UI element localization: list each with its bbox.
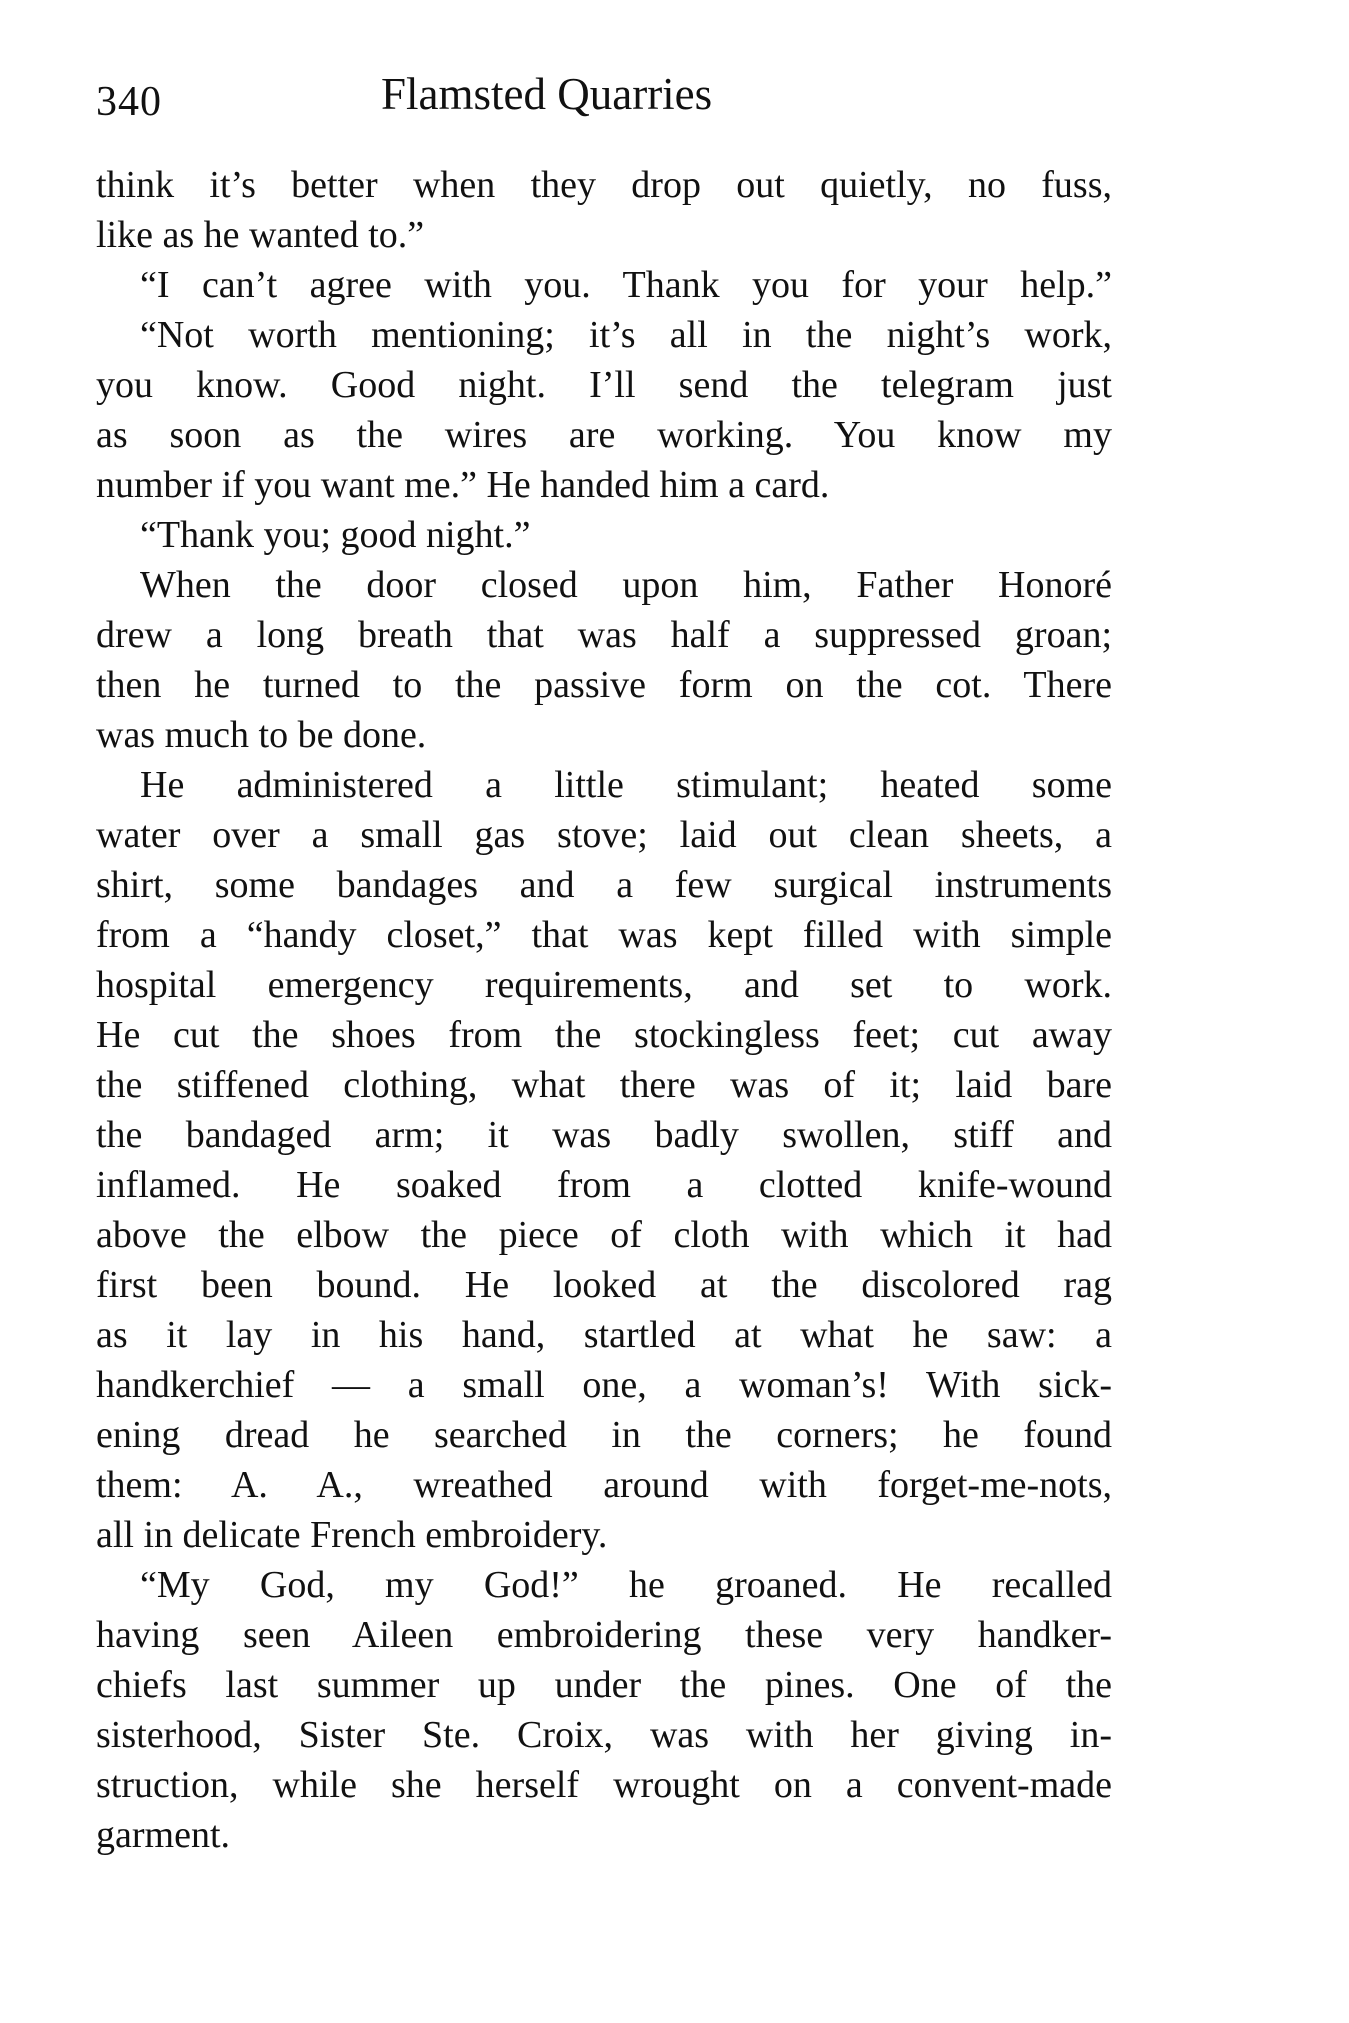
text-line: from a “handy closet,” that was kept filled with simple xyxy=(96,914,1112,956)
text-line: hospital emergency requirements, and set to work. xyxy=(96,964,1112,1006)
text-line: having seen Aileen embroidering these very handker- xyxy=(96,1614,1112,1656)
text-line: was much to be done. xyxy=(96,714,427,756)
text-line: as it lay in his hand, startled at what he saw: a xyxy=(96,1314,1112,1356)
text-line: drew a long breath that was half a suppressed groan; xyxy=(96,614,1112,656)
running-title: Flamsted Quarries xyxy=(381,69,713,119)
text-line: handkerchief — a small one, a woman’s! With sick- xyxy=(96,1364,1112,1406)
text-line: you know. Good night. I’ll send the telegram just xyxy=(96,364,1112,406)
text-line: sisterhood, Sister Ste. Croix, was with her giving in- xyxy=(96,1714,1112,1756)
text-line: number if you want me.” He handed him a card. xyxy=(96,464,830,506)
text-line: above the elbow the piece of cloth with which it had xyxy=(96,1214,1112,1256)
text-line: “Not worth mentioning; it’s all in the night’s work, xyxy=(140,314,1112,356)
text-line: “My God, my God!” he groaned. He recalled xyxy=(140,1564,1112,1606)
text-line: “Thank you; good night.” xyxy=(140,514,531,556)
text-line: shirt, some bandages and a few surgical instruments xyxy=(96,864,1112,906)
text-line: think it’s better when they drop out quietly, no fuss, xyxy=(96,164,1112,206)
text-line: then he turned to the passive form on the cot. There xyxy=(96,664,1112,706)
text-line: as soon as the wires are working. You know my xyxy=(96,414,1112,456)
text-line: like as he wanted to.” xyxy=(96,214,425,256)
body-text xyxy=(96,160,1112,1860)
text-line: the bandaged arm; it was badly swollen, stiff and xyxy=(96,1114,1112,1156)
text-line: He administered a little stimulant; heated some xyxy=(140,764,1112,806)
page-number: 340 xyxy=(96,79,162,125)
text-line: He cut the shoes from the stockingless feet; cut away xyxy=(96,1014,1112,1056)
text-line: struction, while she herself wrought on a convent-made xyxy=(96,1764,1112,1806)
text-line: ening dread he searched in the corners; he found xyxy=(96,1414,1112,1456)
text-line: all in delicate French embroidery. xyxy=(96,1514,608,1556)
text-line: them: A. A., wreathed around with forget-me-nots, xyxy=(96,1464,1112,1506)
text-line: “I can’t agree with you. Thank you for your help.” xyxy=(140,264,1112,306)
page-header xyxy=(96,68,816,128)
text-line: inflamed. He soaked from a clotted knife-wound xyxy=(96,1164,1112,1206)
text-line: chiefs last summer up under the pines. One of the xyxy=(96,1664,1112,1706)
text-line: the stiffened clothing, what there was of it; laid bare xyxy=(96,1064,1112,1106)
text-line: water over a small gas stove; laid out clean sheets, a xyxy=(96,814,1112,856)
text-line: first been bound. He looked at the discolored rag xyxy=(96,1264,1112,1306)
text-line: When the door closed upon him, Father Honoré xyxy=(140,564,1112,606)
text-line: garment. xyxy=(96,1814,231,1856)
